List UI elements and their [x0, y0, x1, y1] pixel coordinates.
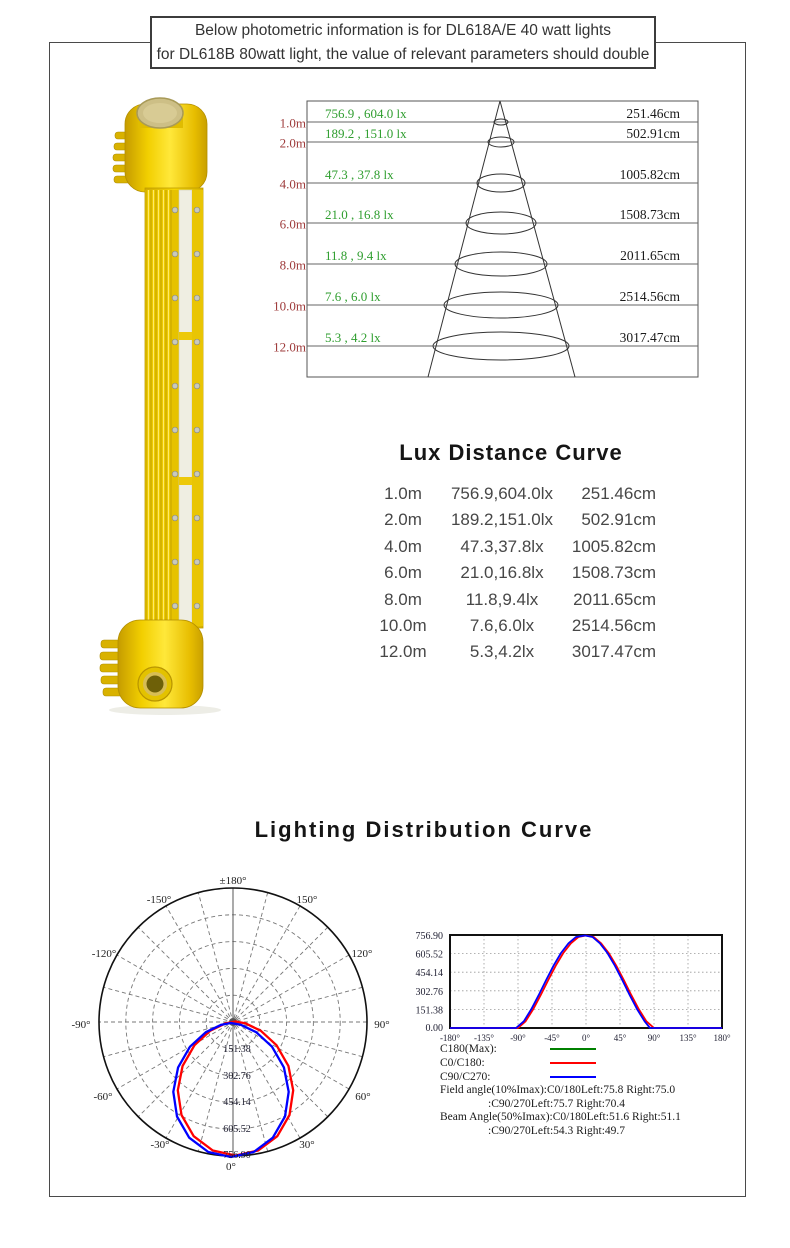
lux-distance-table [366, 481, 656, 666]
table-row [366, 639, 656, 665]
header-note [150, 16, 656, 69]
angle-label: 150° [296, 894, 318, 906]
diameter-label: 502.91cm [626, 126, 680, 141]
diameter-cell: 3017.47cm [571, 642, 656, 662]
cartesian-y-labels [416, 931, 444, 1034]
cartesian-distribution-chart [393, 923, 743, 1048]
ribbed-heatsink [145, 190, 172, 626]
diameter-cell: 251.46cm [581, 484, 656, 503]
legend-swatch-blue [550, 1076, 596, 1079]
distance-cell: 6.0m [384, 563, 422, 583]
diameter-label: 2514.56cm [619, 289, 680, 304]
diameter-cell: 2011.65cm [573, 589, 656, 609]
distance-label: 12.0m [273, 339, 306, 355]
lux-value: 47.3 , 37.8 lx [325, 167, 394, 182]
table-row [366, 560, 656, 586]
distance-label: 1.0m [279, 115, 306, 131]
angle-label: ±180° [219, 875, 247, 887]
table-row [366, 534, 656, 560]
lux-cell: 5.3,4.2lx [469, 642, 535, 662]
top-knob [137, 98, 183, 128]
lux-value: 189.2 , 151.0 lx [325, 126, 407, 141]
table-row [366, 481, 656, 507]
cartesian-curve-c90-c270 [450, 936, 722, 1029]
cartesian-plot-border [450, 935, 722, 1028]
cone-row-10m [273, 289, 698, 318]
lux-distance-curve-title: Lux Distance Curve [399, 440, 623, 465]
angle-label: -150° [146, 894, 172, 906]
lighting-distribution-curve-title: Lighting Distribution Curve [254, 817, 594, 842]
distance-cell: 8.0m [384, 589, 422, 609]
lux-cell: 47.3,37.8lx [460, 536, 544, 556]
x-tick-label: 180° [713, 1033, 731, 1043]
bottom-port [138, 667, 172, 701]
lux-value: 5.3 , 4.2 lx [325, 330, 381, 345]
radial-label: 605.52 [223, 1124, 251, 1135]
table-row [366, 613, 656, 639]
legend-item-c90-c270 [440, 1070, 740, 1084]
polar-radial-labels [223, 1044, 251, 1161]
cartesian-curve-c0-c180 [450, 936, 722, 1029]
diameter-label: 251.46cm [626, 106, 680, 121]
x-tick-label: 0° [581, 1033, 591, 1043]
lux-cell: 7.6,6.0lx [469, 615, 535, 635]
x-tick-label: -90° [510, 1033, 526, 1043]
table-row [366, 587, 656, 613]
legend-swatch-green [550, 1048, 596, 1051]
cone-row-6m [280, 207, 698, 234]
x-tick-label: -135° [473, 1033, 495, 1043]
distance-cell: 1.0m [384, 484, 422, 503]
cone-row-12m [273, 330, 698, 360]
lux-cell: 11.8,9.4lx [465, 589, 539, 609]
legend-item-c0-c180 [440, 1056, 740, 1070]
polar-distribution-chart [60, 858, 410, 1180]
distance-cell: 12.0m [379, 642, 427, 662]
cone-row-4m [280, 167, 698, 192]
header-note-line1: Below photometric information is for DL618A/E 40 watt lights [194, 22, 612, 40]
lamp-body [145, 188, 203, 628]
angle-label: 120° [351, 948, 373, 960]
angle-label: 0° [226, 1161, 236, 1173]
lens-strip [179, 190, 192, 626]
radial-label: 756.90 [223, 1150, 251, 1161]
diameter-cell: 1005.82cm [571, 536, 656, 556]
y-tick-label: 151.38 [415, 1005, 443, 1017]
diameter-cell: 1508.73cm [571, 563, 656, 583]
header-note-line2: for DL618B 80watt light, the value of relevant parameters should double [156, 45, 650, 63]
lux-value: 7.6 , 6.0 lx [325, 289, 381, 304]
diameter-label: 2011.65cm [620, 248, 680, 263]
angle-label: -90° [71, 1019, 91, 1031]
product-photo-yellow-led-tube-light [95, 92, 270, 717]
legend-label: C90/C270: [440, 1071, 491, 1083]
radial-label: 302.76 [223, 1071, 251, 1082]
beam-angle-line1: Beam Angle(50%Imax):C0/180Left:51.6 Right:51.1 [440, 1111, 681, 1124]
radial-label: 151.38 [223, 1044, 251, 1055]
distance-label: 8.0m [279, 257, 306, 273]
distance-label: 6.0m [279, 216, 306, 232]
field-angle-line1: Field angle(10%Imax):C0/180Left:75.8 Right:75.0 [440, 1084, 676, 1096]
angle-label: 30° [299, 1139, 315, 1151]
x-tick-label: -180° [439, 1033, 461, 1043]
diameter-label: 1005.82cm [619, 167, 680, 182]
distribution-legend [440, 1042, 740, 1138]
lux-cell: 189.2,151.0lx [450, 510, 554, 530]
radial-label: 454.14 [223, 1097, 251, 1108]
lux-distance-cone-diagram [270, 95, 710, 387]
lux-value: 756.9 , 604.0 lx [325, 106, 407, 121]
x-tick-label: 45° [613, 1033, 627, 1043]
legend-swatch-red [550, 1062, 596, 1065]
distance-label: 2.0m [279, 135, 306, 151]
angle-label: -60° [93, 1091, 113, 1103]
diameter-label: 3017.47cm [619, 330, 680, 345]
legend-item-c180 [440, 1042, 740, 1056]
distance-cell: 2.0m [384, 510, 422, 530]
field-angle-line2: :C90/270Left:75.7 Right:70.4 [488, 1097, 626, 1110]
angle-label: 90° [374, 1019, 390, 1031]
distance-label: 10.0m [273, 298, 306, 314]
lux-value: 21.0 , 16.8 lx [325, 207, 394, 222]
distance-cell: 10.0m [379, 615, 427, 635]
cone-row-8m [280, 248, 698, 276]
diameter-label: 1508.73cm [619, 207, 680, 222]
angle-label: -120° [91, 948, 117, 960]
y-tick-label: 756.90 [415, 931, 443, 942]
x-tick-label: 135° [679, 1033, 697, 1043]
lux-cell: 756.9,604.0lx [450, 484, 554, 503]
y-tick-label: 454.14 [415, 968, 443, 980]
legend-label: C180(Max): [440, 1043, 497, 1055]
legend-label: C0/C180: [440, 1057, 485, 1069]
diameter-cell: 502.91cm [581, 510, 656, 530]
beam-angle-line2: :C90/270Left:54.3 Right:49.7 [488, 1124, 626, 1137]
cone-row-2m [280, 126, 698, 151]
cartesian-gridlines [450, 935, 722, 1028]
lux-cell: 21.0,16.8lx [460, 563, 544, 583]
lux-value: 11.8 , 9.4 lx [325, 248, 387, 263]
y-tick-label: 0.00 [425, 1023, 443, 1034]
angle-label: 60° [355, 1091, 371, 1103]
x-tick-label: 90° [647, 1033, 661, 1043]
distance-label: 4.0m [279, 176, 306, 192]
y-tick-label: 605.52 [415, 949, 443, 961]
diameter-cell: 2514.56cm [571, 615, 656, 635]
x-tick-label: -45° [544, 1033, 560, 1043]
table-row [366, 507, 656, 533]
distance-cell: 4.0m [384, 536, 422, 556]
y-tick-label: 302.76 [415, 986, 443, 998]
angle-label: -30° [150, 1139, 170, 1151]
